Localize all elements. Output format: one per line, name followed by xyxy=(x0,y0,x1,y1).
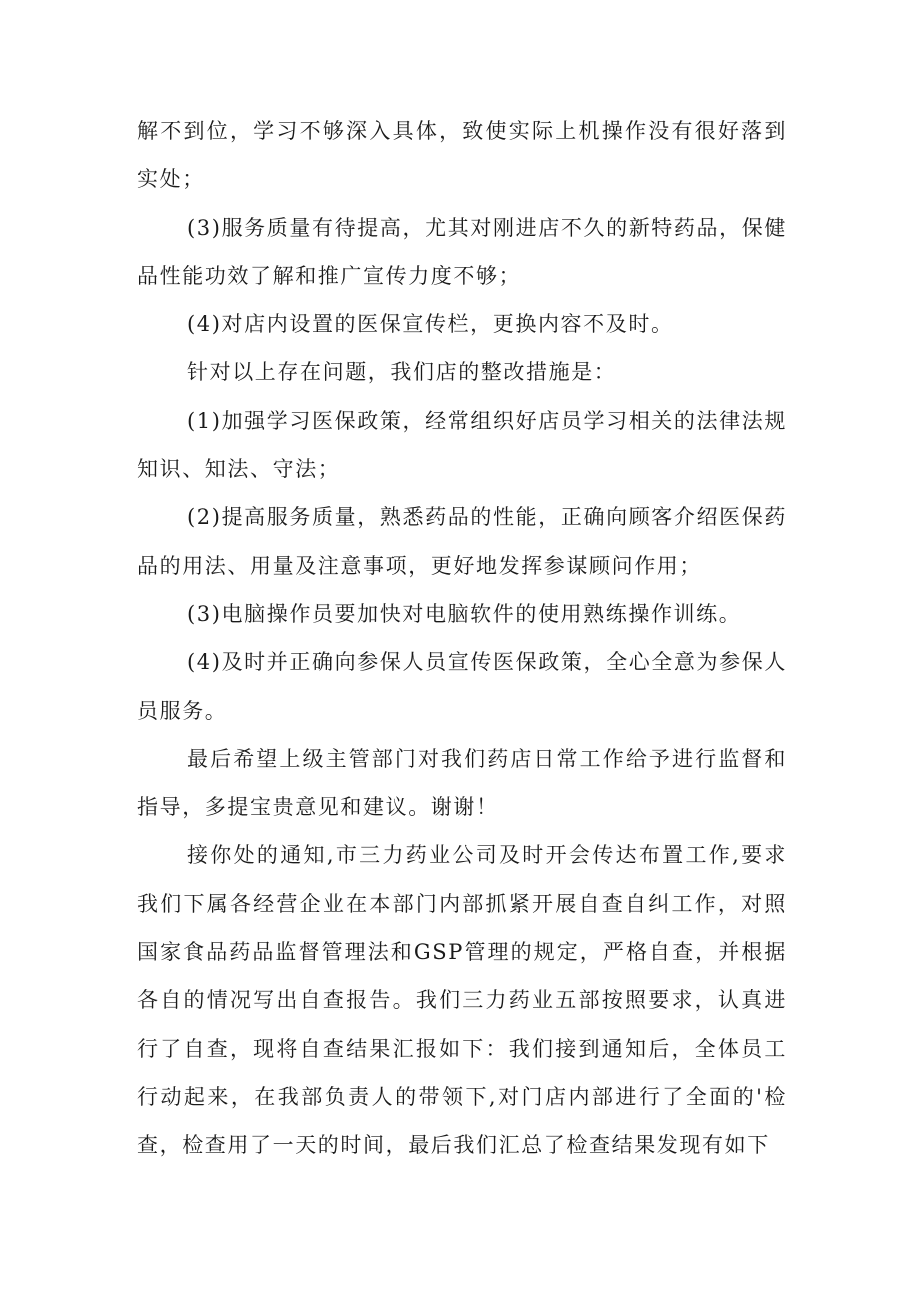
paragraph-measure-2: (2)提高服务质量，熟悉药品的性能，正确向顾客介绍医保药品的用法、用量及注意事项，更好地发挥参谋顾问作用； xyxy=(137,505,787,578)
paragraph-measure-4: (4)及时并正确向参保人员宣传医保政策，全心全意为参保人员服务。 xyxy=(137,650,787,723)
paragraph-issue-3: (3)服务质量有待提高，尤其对刚进店不久的新特药品，保健品性能功效了解和推广宣传力度不够； xyxy=(137,215,787,288)
paragraph-measures-intro: 针对以上存在问题，我们店的整改措施是： xyxy=(187,360,617,385)
paragraph-measure-3: (3)电脑操作员要加快对电脑软件的使用熟练操作训练。 xyxy=(187,601,742,626)
document-body xyxy=(137,107,787,1170)
paragraph-continuation: 解不到位，学习不够深入具体，致使实际上机操作没有很好落到实处； xyxy=(137,119,787,192)
paragraph-measure-1: (1)加强学习医保政策，经常组织好店员学习相关的法律法规知识、知法、守法； xyxy=(137,408,787,482)
paragraph-self-inspection-report: 接你处的通知,市三力药业公司及时开会传达布置工作,要求我们下属各经营企业在本部门内部抓紧开展自查自纠工作，对照国家食品药品监督管理法和GSP管理的规定，严格自查，并根据各自的情况写出自查报告。我们三力药业五部按照要求，认真进行了自查，现将自查结果汇报如下：我们接到通知后，全体员工行动起来，在我部负责人的带领下,对门店内部进行了全面的'检查，检查用了一天的时间，最后我们汇总了检查结果发现有如下 xyxy=(137,843,787,1158)
paragraph-closing: 最后希望上级主管部门对我们药店日常工作给予进行监督和指导，多提宝贵意见和建议。谢谢！ xyxy=(137,746,787,820)
paragraph-issue-4: (4)对店内设置的医保宣传栏，更换内容不及时。 xyxy=(187,312,674,337)
